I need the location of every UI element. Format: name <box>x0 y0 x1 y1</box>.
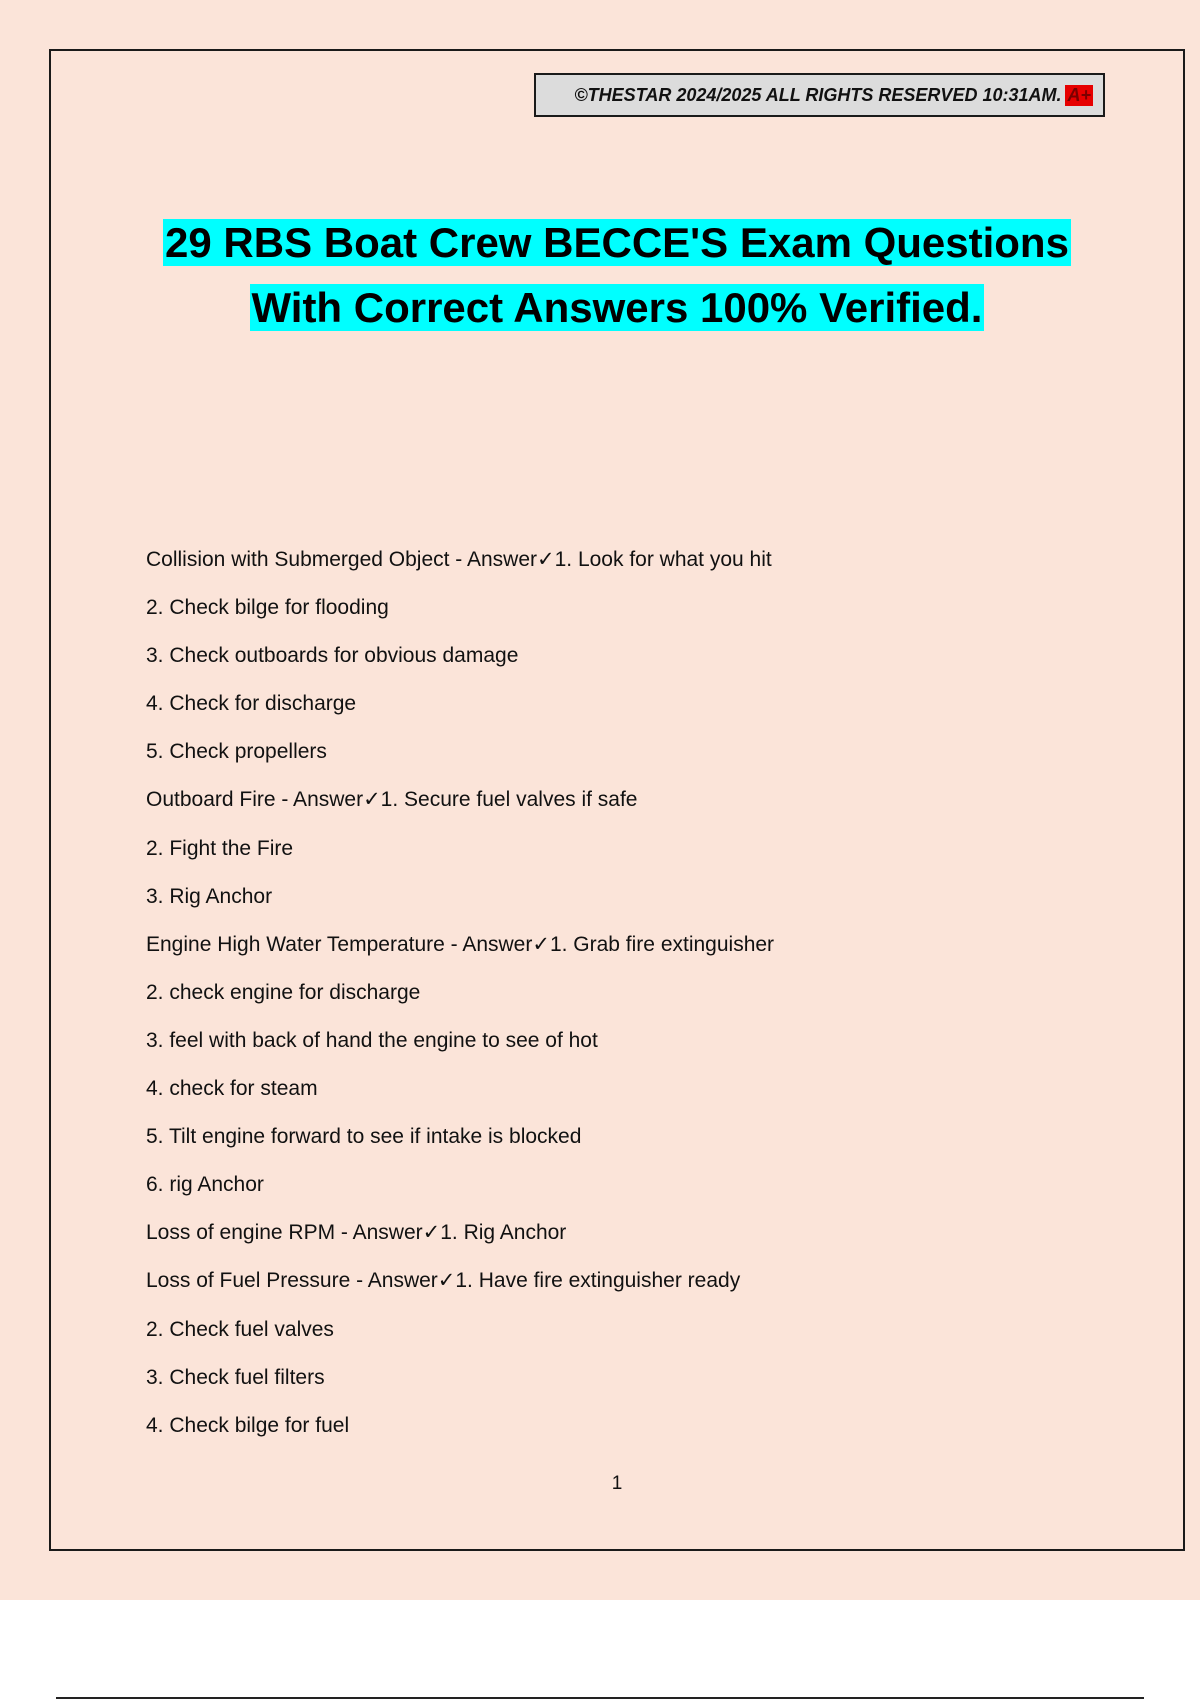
list-item: 2. check engine for discharge <box>146 980 421 1004</box>
copyright-text: ©THESTAR 2024/2025 ALL RIGHTS RESERVED 10:31AM. <box>574 84 1062 105</box>
list-item: 3. Rig Anchor <box>146 884 273 908</box>
list-item: Outboard Fire - Answer✓1. Secure fuel valves if safe <box>146 788 638 812</box>
list-item: 2. Fight the Fire <box>146 836 294 860</box>
list-item: Loss of engine RPM - Answer✓1. Rig Anchor <box>146 1221 567 1245</box>
list-item: 4. Check for discharge <box>146 692 357 716</box>
question-list <box>146 545 1106 1459</box>
list-item: 4. Check bilge for fuel <box>146 1413 350 1437</box>
title-line-2: With Correct Answers 100% Verified. <box>251 284 983 331</box>
list-item: Loss of Fuel Pressure - Answer✓1. Have fire extinguisher ready <box>146 1269 741 1293</box>
copyright-banner <box>534 73 1105 117</box>
list-item: 2. Check bilge for flooding <box>146 596 389 620</box>
list-item: 4. check for steam <box>146 1077 318 1101</box>
title-line-1: 29 RBS Boat Crew BECCE'S Exam Questions <box>165 219 1069 266</box>
list-item: 6. rig Anchor <box>146 1173 264 1197</box>
list-item: Engine High Water Temperature - Answer✓1. Grab fire extinguisher <box>146 932 775 956</box>
list-item: 3. Check outboards for obvious damage <box>146 644 519 668</box>
page-number: 1 <box>611 1473 623 1494</box>
list-item: 5. Tilt engine forward to see if intake is blocked <box>146 1125 582 1149</box>
list-item: 5. Check propellers <box>146 740 327 764</box>
list-item: 3. Check fuel filters <box>146 1365 325 1389</box>
list-item: 2. Check fuel valves <box>146 1317 334 1341</box>
list-item: 3. feel with back of hand the engine to see of hot <box>146 1028 598 1052</box>
footer-divider <box>56 1697 1144 1699</box>
grade-badge: A+ <box>1067 84 1091 105</box>
document-title <box>0 210 1200 340</box>
list-item: Collision with Submerged Object - Answer✓1. Look for what you hit <box>146 548 772 571</box>
